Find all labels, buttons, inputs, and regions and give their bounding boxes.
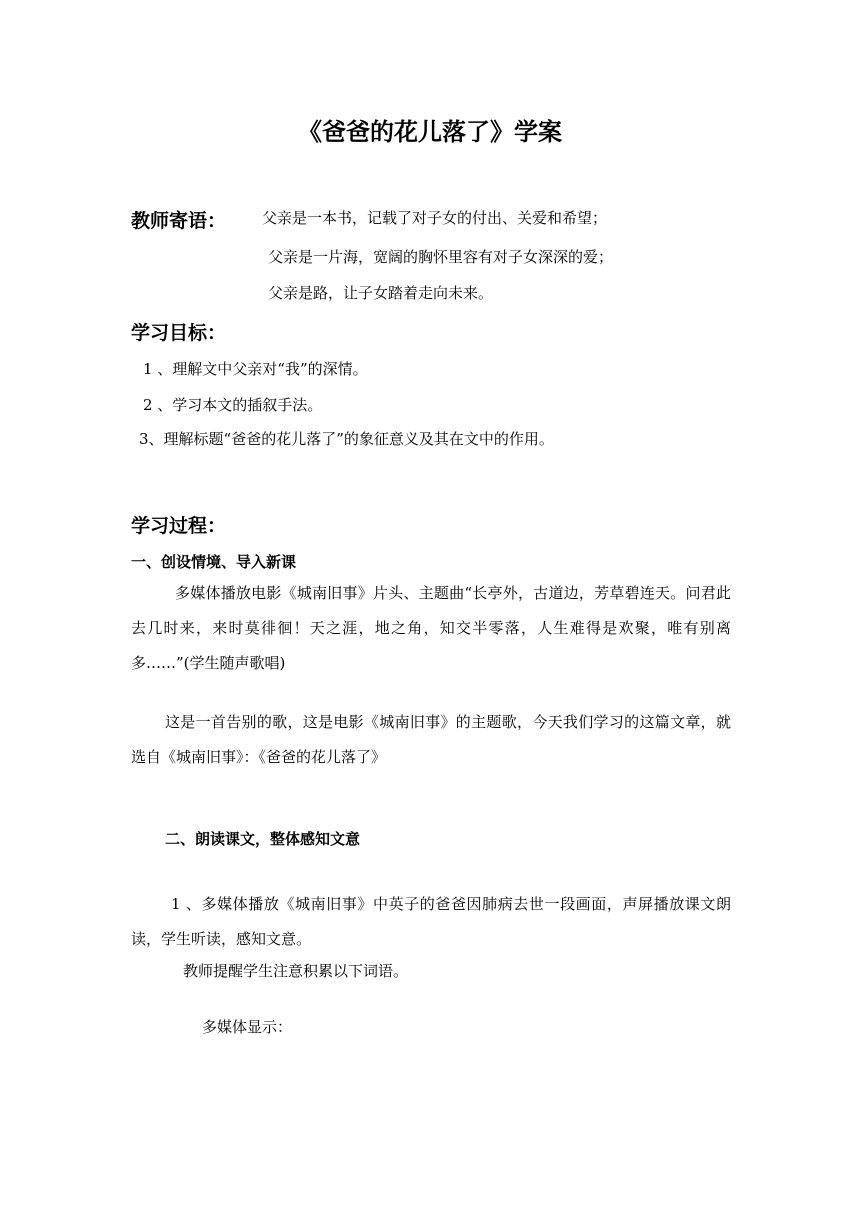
section-1-paragraph-2: 这是一首告别的歌，这是电影《城南旧事》的主题歌，今天我们学习的这篇文章，就选自《城南旧事》：《爸爸的花儿落了》	[131, 713, 731, 766]
teacher-message-line-2: 父亲是一片海，宽阔的胸怀里容有对子女深深的爱；	[268, 248, 614, 266]
objectives-label: 学习目标：	[131, 322, 227, 344]
teacher-message-label: 教师寄语：	[131, 210, 227, 232]
objective-item-3: 3、理解标题“爸爸的花儿落了”的象征意义及其在文中的作用。	[139, 430, 554, 448]
section-2-paragraph-2: 教师提醒学生注意积累以下词语。	[183, 962, 409, 980]
section-2-paragraph-3: 多媒体显示：	[202, 1018, 293, 1036]
objective-item-1: 1 、理解文中父亲对“我”的深情。	[143, 360, 368, 378]
section-2-heading: 二、朗读课文，整体感知文意	[165, 830, 361, 848]
section-1-paragraph-1: 多媒体播放电影《城南旧事》片头、主题曲“长亭外，古道边，芳草碧连天。问君此去几时来，来时莫徘徊！天之涯，地之角，知交半零落，人生难得是欢聚，唯有别离多……”(学生随声歌唱)	[131, 584, 731, 672]
section-2-paragraph-1: 1 、多媒体播放《城南旧事》中英子的爸爸因肺病去世一段画面，声屏播放课文朗读，学生听读，感知文意。	[131, 895, 731, 948]
document-title: 《爸爸的花儿落了》学案	[298, 118, 562, 146]
objective-item-2: 2 、学习本文的插叙手法。	[143, 396, 323, 414]
process-label: 学习过程：	[131, 515, 227, 537]
section-1-heading: 一、创设情境、导入新课	[131, 553, 297, 571]
teacher-message-line-3: 父亲是路，让子女踏着走向未来。	[268, 284, 494, 302]
teacher-message-line-1: 父亲是一本书，记载了对子女的付出、关爱和希望；	[262, 209, 608, 227]
